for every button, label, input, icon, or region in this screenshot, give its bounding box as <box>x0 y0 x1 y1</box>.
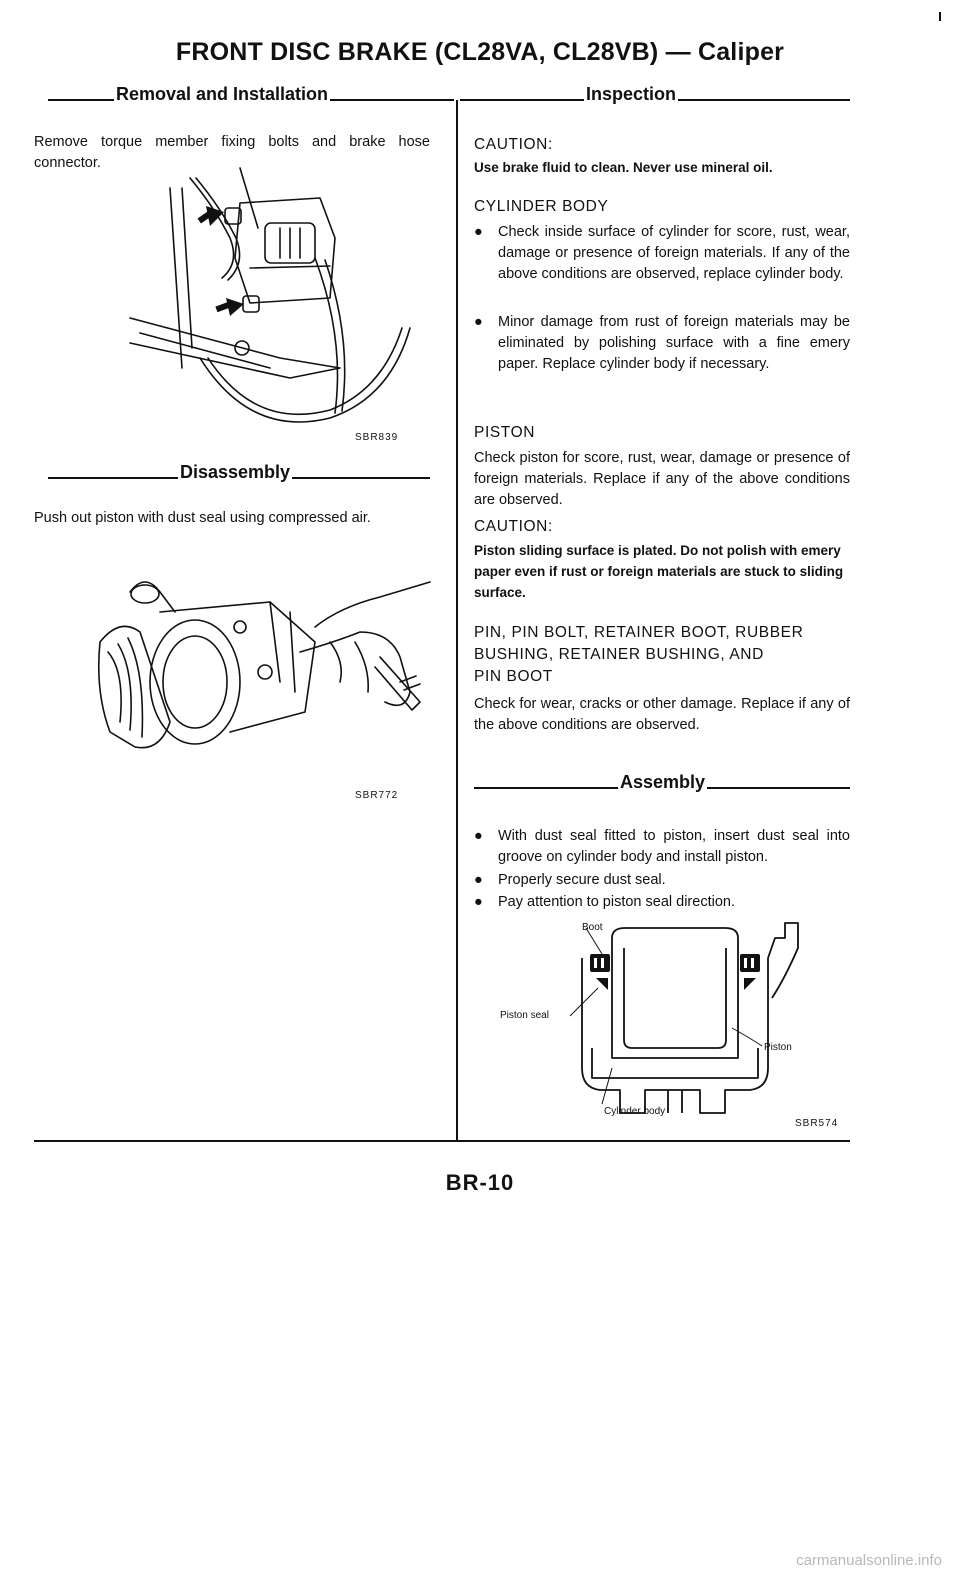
inspection-caution-label: CAUTION: <box>474 136 553 153</box>
bullet-dot: ● <box>474 314 483 330</box>
disassembly-heading <box>48 462 430 483</box>
label-cylinder-body: Cylinder body <box>604 1106 666 1117</box>
bullet-dot: ● <box>474 894 483 910</box>
assembly-bullet-2-text: Properly secure dust seal. <box>498 872 666 888</box>
cylinder-bullet-2-text: Minor damage from rust of foreign materials may be eliminated by polishing surface with a fine emery paper. Replace cylinder body if necessary. <box>498 314 850 372</box>
piston-removal-illustration <box>100 572 430 772</box>
column-divider <box>456 100 458 1140</box>
assembly-bullet-1-text: With dust seal fitted to piston, insert dust seal into groove on cylinder body and install piston. <box>498 828 850 865</box>
bullet-dot: ● <box>474 828 483 844</box>
pin-heading-line-3: PIN BOOT <box>474 668 553 685</box>
removal-figure-code: SBR839 <box>355 432 399 443</box>
label-piston-seal: Piston seal <box>500 1010 549 1021</box>
piston-caution-text: Piston sliding surface is plated. Do not polish with emery paper even if rust or foreign materials are stuck to sliding surface. <box>474 543 844 600</box>
cylinder-bullet-2 <box>474 312 850 402</box>
bottom-rule <box>34 1140 850 1142</box>
cylinder-body-heading: CYLINDER BODY <box>474 198 609 215</box>
caliper-removal-illustration <box>130 168 420 438</box>
piston-caution-label: CAUTION: <box>474 518 553 535</box>
page-title: FRONT DISC BRAKE (CL28VA, CL28VB) — Caliper <box>175 38 785 66</box>
label-boot: Boot <box>582 922 603 933</box>
assembly-bullet-3 <box>474 892 850 914</box>
cylinder-bullet-1 <box>474 222 850 312</box>
cylinder-bullet-1-text: Check inside surface of cylinder for score, rust, wear, damage or presence of foreign materials. If any of the above conditions are observed, replace cylinder body. <box>498 224 850 282</box>
pin-heading-line-2: BUSHING, RETAINER BUSHING, AND <box>474 646 764 663</box>
assembly-figure-code: SBR574 <box>795 1118 839 1129</box>
disassembly-text: Push out piston with dust seal using compressed air. <box>34 510 371 526</box>
pin-text: Check for wear, cracks or other damage. Replace if any of the above conditions are observed. <box>474 696 850 733</box>
disassembly-figure-code: SBR772 <box>355 790 399 801</box>
assembly-bullet-2 <box>474 870 850 892</box>
inspection-heading-text: Inspection <box>586 84 677 104</box>
bullet-dot: ● <box>474 224 483 240</box>
piston-seal-diagram <box>500 918 840 1128</box>
page-number: BR-10 <box>445 1170 515 1195</box>
piston-heading: PISTON <box>474 424 536 441</box>
watermark: carmanualsonline.info <box>796 1552 942 1569</box>
pin-heading-line-1: PIN, PIN BOLT, RETAINER BOOT, RUBBER <box>474 624 804 641</box>
disassembly-heading-text: Disassembly <box>180 462 291 482</box>
removal-text: Remove torque member fixing bolts and brake hose connector. <box>34 134 430 171</box>
inspection-heading <box>474 84 850 105</box>
assembly-heading-text: Assembly <box>620 772 706 792</box>
assembly-bullet-3-text: Pay attention to piston seal direction. <box>498 894 735 910</box>
inspection-caution-text: Use brake fluid to clean. Never use mineral oil. <box>474 160 773 175</box>
label-piston: Piston <box>764 1042 792 1053</box>
pin-heading <box>474 622 803 688</box>
page-corner-mark <box>939 12 941 21</box>
bullet-dot: ● <box>474 872 483 888</box>
removal-heading-text: Removal and Installation <box>116 84 329 104</box>
piston-text: Check piston for score, rust, wear, damage or presence of foreign materials. Replace if any of the above conditions are observed. <box>474 450 850 508</box>
assembly-bullet-1 <box>474 826 850 870</box>
assembly-heading <box>474 772 850 793</box>
removal-heading <box>48 84 454 105</box>
